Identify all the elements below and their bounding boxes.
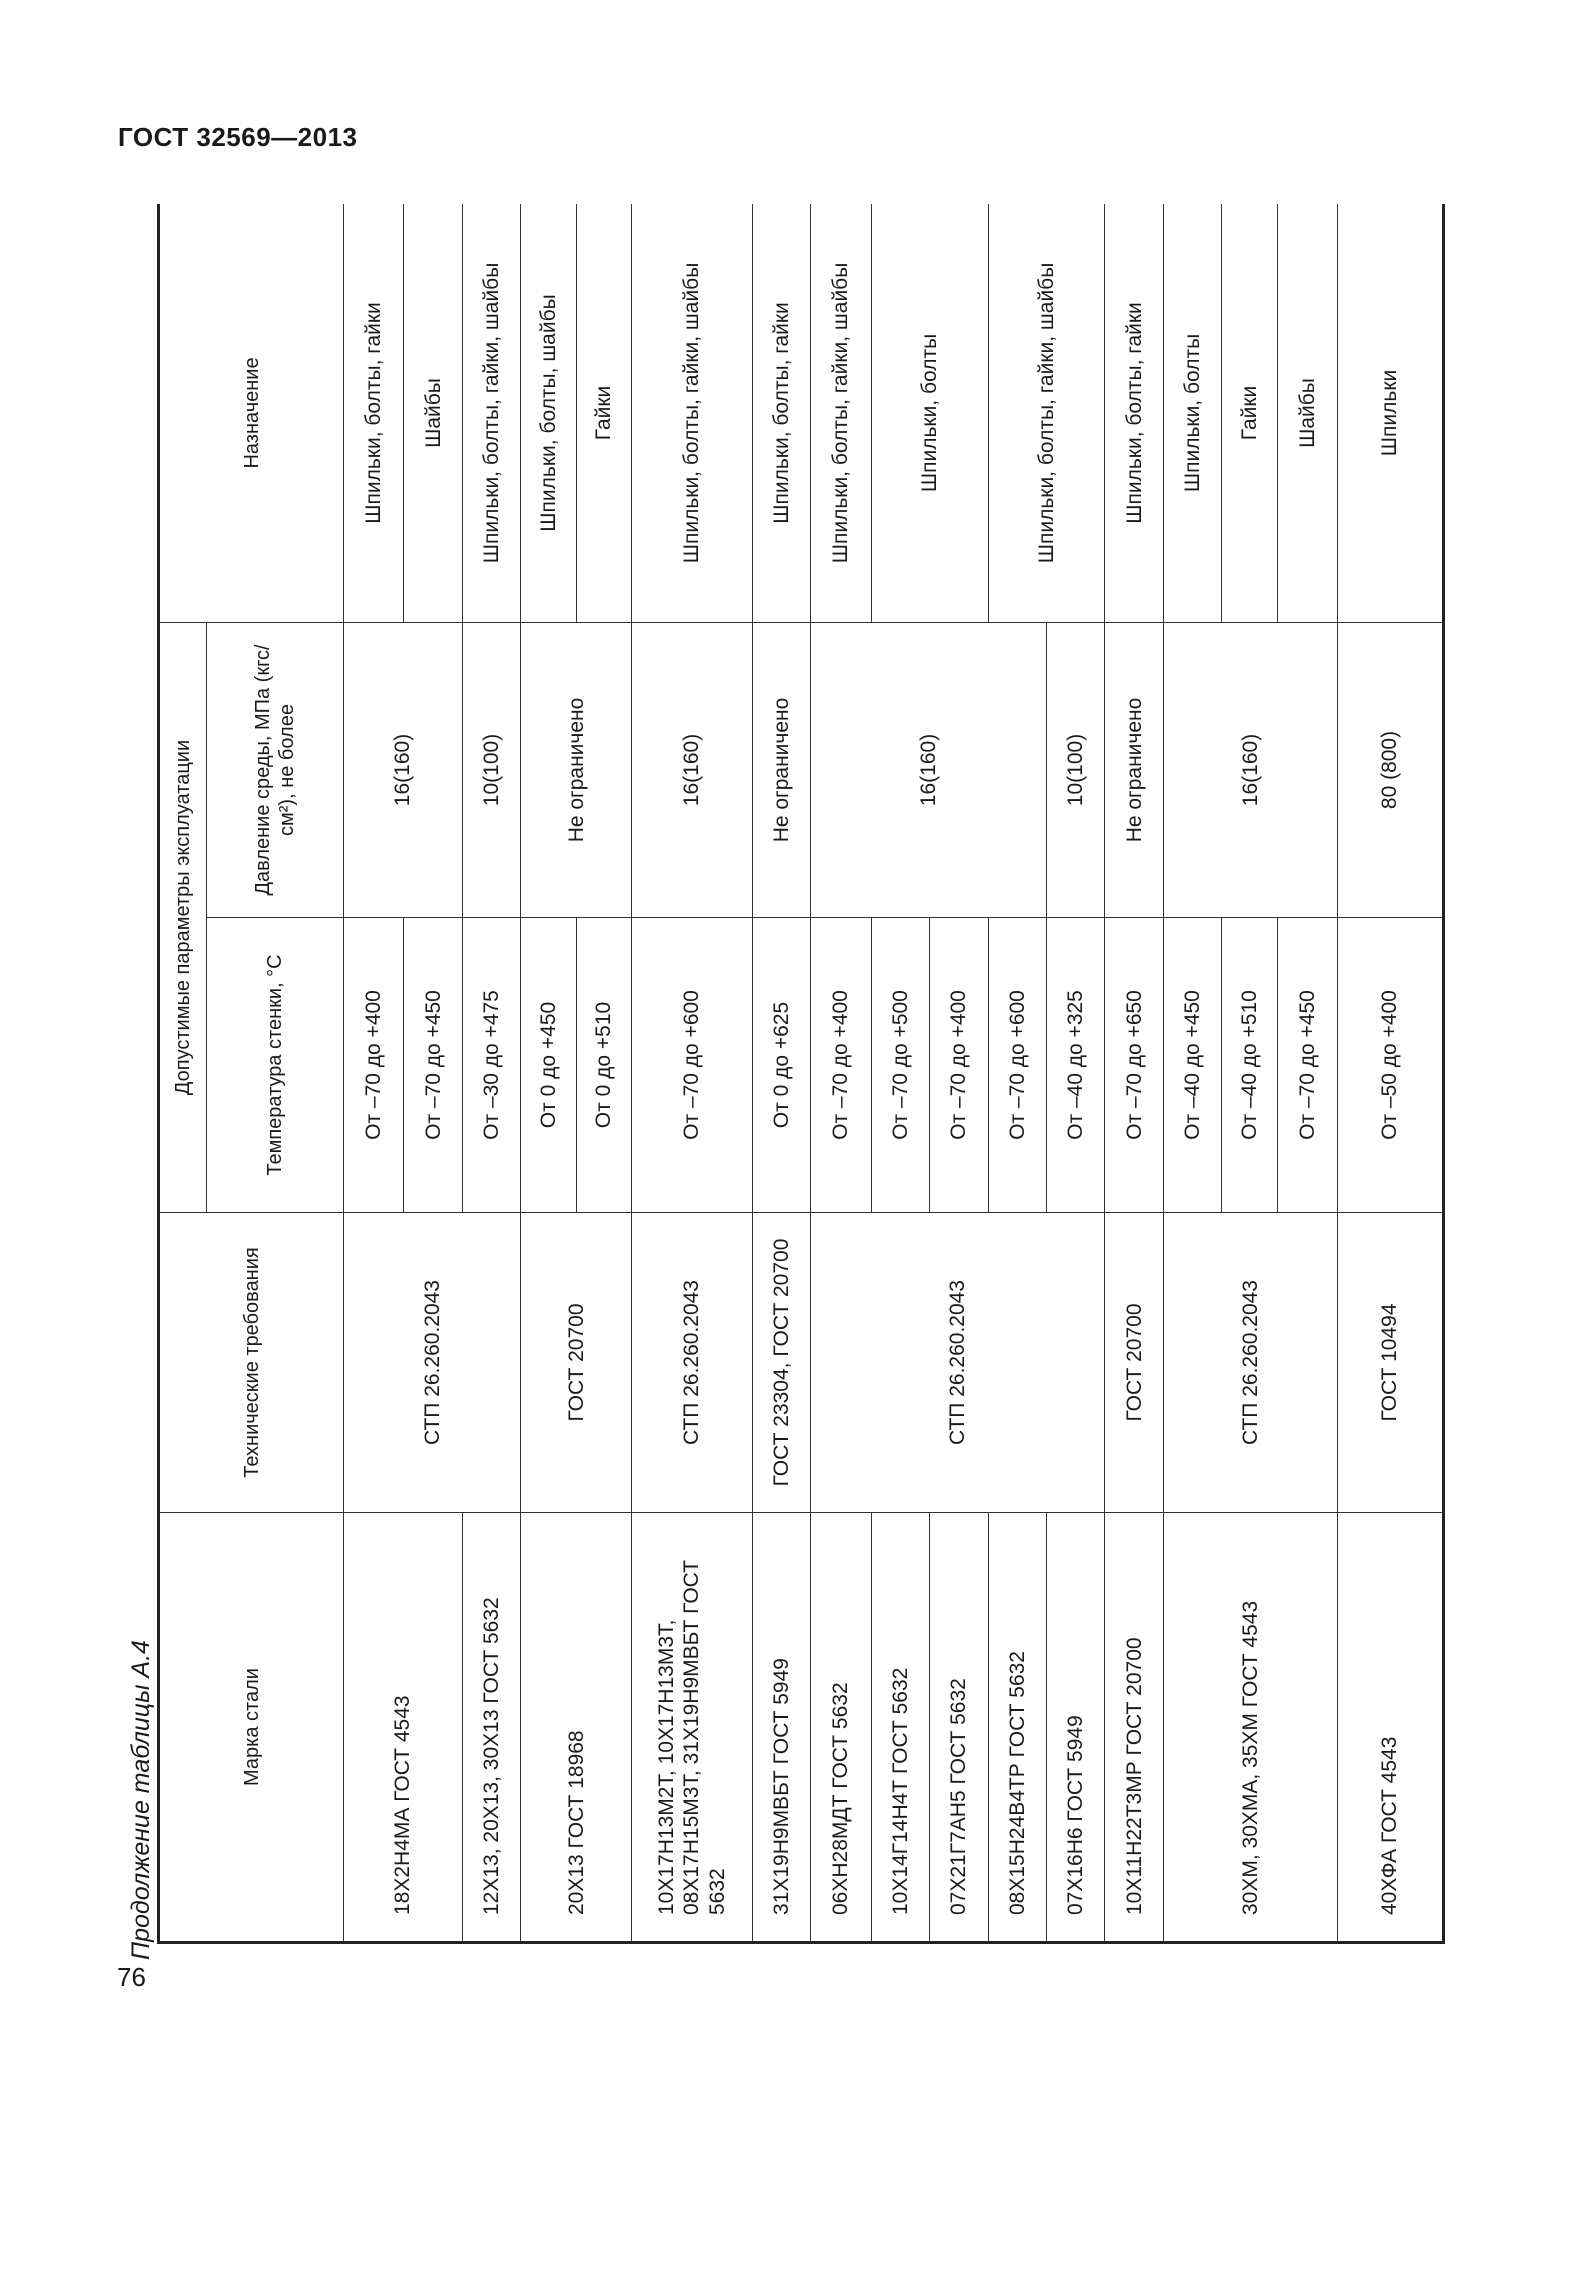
temperature-cell: От 0 до +625 [752,918,810,1213]
pressure-cell: Не ограничено [1105,622,1163,917]
temperature-cell: От –70 до +650 [1105,918,1163,1213]
purpose-cell: Шпильки [1338,204,1444,622]
steel-grade-cell: 07Х21Г7АН5 ГОСТ 5632 [930,1513,988,1943]
temperature-cell: От –70 до +400 [811,918,871,1213]
pressure-cell: 16(160) [1163,622,1337,917]
pressure-cell: Не ограничено [521,622,632,917]
tech-requirements-cell: СТП 26.260.2043 [1163,1213,1337,1513]
table-row [462,204,520,1943]
temperature-cell: От –70 до +500 [871,918,929,1213]
steel-grade-cell: 08Х15Н24В4ТР ГОСТ 5632 [988,1513,1046,1943]
purpose-cell: Шпильки, болты, гайки, шайбы [632,204,753,622]
temperature-cell: От –70 до +400 [930,918,988,1213]
purpose-cell: Шпильки, болты, гайки, шайбы [811,204,871,622]
steel-grade-cell: 30ХМ, 30ХМА, 35ХМ ГОСТ 4543 [1163,1513,1337,1943]
temperature-cell: От –50 до +400 [1338,918,1444,1213]
purpose-cell: Шайбы [1277,204,1337,622]
steel-grade-cell: 10Х14Г14Н4Т ГОСТ 5632 [871,1513,929,1943]
steel-grade-cell: 10Х17Н13М2Т, 10Х17Н13М3Т, 08Х17Н15М3Т, 31Х19Н9МВБТ ГОСТ 5632 [632,1513,753,1943]
steel-grade-cell: 20Х13 ГОСТ 18968 [521,1513,632,1943]
temperature-cell: От –70 до +400 [344,918,404,1213]
steel-grade-cell: 10Х11Н22Т3МР ГОСТ 20700 [1105,1513,1163,1943]
header-steel-grade: Марка стали [159,1513,344,1943]
rotated-table-container [157,204,1445,1944]
header-tech-requirements: Технические требования [159,1213,344,1513]
temperature-cell: От –70 до +600 [632,918,753,1213]
pressure-cell: 16(160) [811,622,1047,917]
table-row [344,204,404,1943]
pressure-cell: 16(160) [344,622,463,917]
temperature-cell: От –70 до +450 [404,918,462,1213]
steel-grades-table [157,204,1445,1944]
temperature-cell: От –70 до +600 [988,918,1046,1213]
tech-requirements-cell: ГОСТ 23304, ГОСТ 20700 [752,1213,810,1513]
tech-requirements-cell: СТП 26.260.2043 [811,1213,1105,1513]
steel-grade-cell: 06ХН28МДТ ГОСТ 5632 [811,1513,871,1943]
table-row [1338,204,1444,1943]
table-row [521,204,576,1943]
table-row [632,204,753,1943]
steel-grade-cell: 12Х13, 20Х13, 30Х13 ГОСТ 5632 [462,1513,520,1943]
tech-requirements-cell: ГОСТ 20700 [521,1213,632,1513]
purpose-cell: Шпильки, болты, гайки, шайбы [988,204,1105,622]
table-caption: Продолжение таблицы А.4 [127,1640,155,1960]
purpose-cell: Шпильки, болты, гайки [752,204,810,622]
tech-requirements-cell: ГОСТ 10494 [1338,1213,1444,1513]
temperature-cell: От 0 до +450 [521,918,576,1213]
tech-requirements-cell: ГОСТ 20700 [1105,1213,1163,1513]
table-row [752,204,810,1943]
table-row [1105,204,1163,1943]
temperature-cell: От 0 до +510 [576,918,631,1213]
purpose-cell: Гайки [576,204,631,622]
purpose-cell: Шпильки, болты, гайки, шайбы [462,204,520,622]
temperature-cell: От –30 до +475 [462,918,520,1213]
purpose-cell: Шпильки, болты [871,204,988,622]
purpose-cell: Шпильки, болты, гайки [344,204,404,622]
purpose-cell: Шпильки, болты, гайки [1105,204,1163,622]
header-operating-params: Допустимые параметры эксплуатации [159,622,207,1212]
pressure-cell: 10(100) [462,622,520,917]
temperature-cell: От –40 до +510 [1222,918,1277,1213]
tech-requirements-cell: СТП 26.260.2043 [344,1213,521,1513]
pressure-cell: 16(160) [632,622,753,917]
purpose-cell: Шайбы [404,204,462,622]
temperature-cell: От –70 до +450 [1277,918,1337,1213]
purpose-cell: Шпильки, болты, шайбы [521,204,576,622]
header-wall-temp: Температура стенки, °С [207,918,344,1213]
steel-grade-cell: 31Х19Н9МВБТ ГОСТ 5949 [752,1513,810,1943]
pressure-cell: 10(100) [1047,622,1105,917]
steel-grade-cell: 40ХФА ГОСТ 4543 [1338,1513,1444,1943]
steel-grade-cell: 07Х16Н6 ГОСТ 5949 [1047,1513,1105,1943]
tech-requirements-cell: СТП 26.260.2043 [632,1213,753,1513]
table-row [1163,204,1221,1943]
temperature-cell: От –40 до +450 [1163,918,1221,1213]
table-row [811,204,871,1943]
header-pressure: Давление среды, МПа (кгс/см²), не более [207,622,344,917]
purpose-cell: Шпильки, болты [1163,204,1221,622]
table-row [871,204,929,1943]
steel-grade-cell: 18Х2Н4МА ГОСТ 4543 [344,1513,463,1943]
header-purpose: Назначение [159,204,344,622]
temperature-cell: От –40 до +325 [1047,918,1105,1213]
page-number: 76 [117,1962,146,1992]
table-row [988,204,1046,1943]
pressure-cell: 80 (800) [1338,622,1444,917]
purpose-cell: Гайки [1222,204,1277,622]
table-frame [157,204,1445,1944]
document-header: ГОСТ 32569—2013 [118,122,358,152]
pressure-cell: Не ограничено [752,622,810,917]
